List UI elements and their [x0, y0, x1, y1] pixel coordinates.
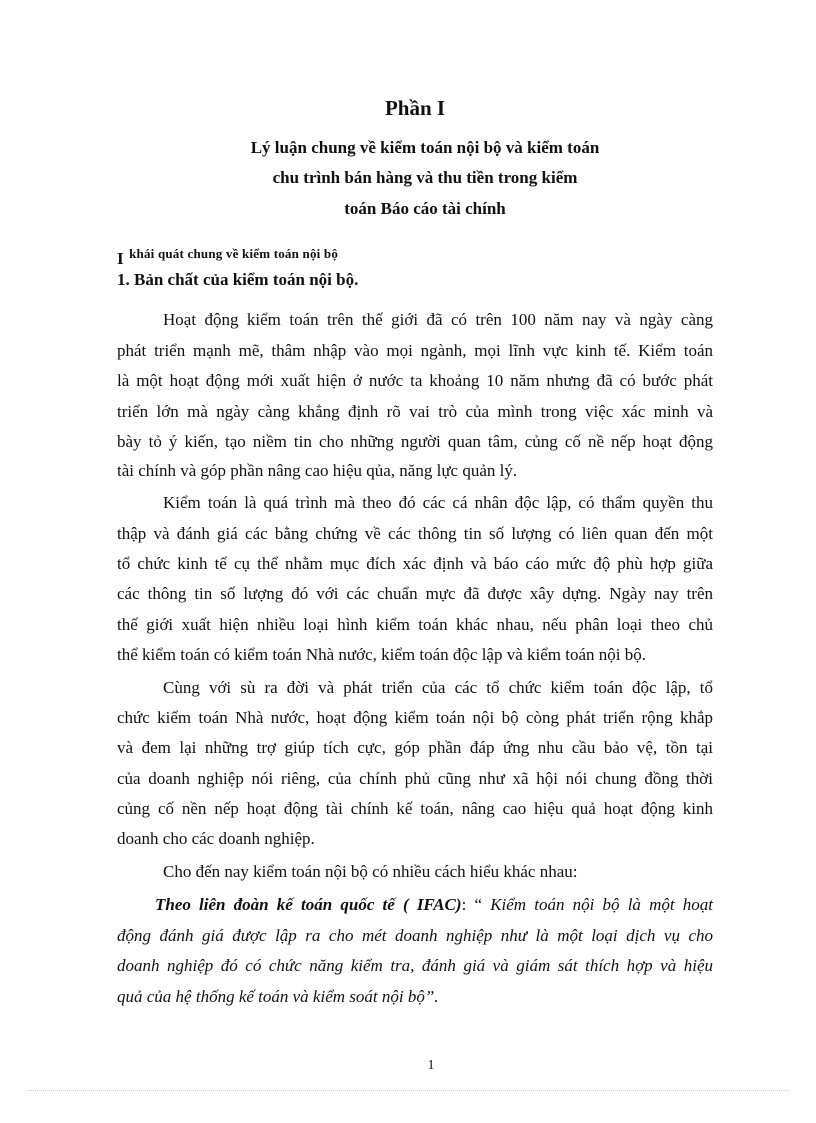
subtitle-line-2: chu trình bán hàng và thu tiền trong kiểm — [272, 168, 578, 187]
paragraph-3-line-6: doanh cho các doanh nghiệp. — [117, 829, 315, 848]
paragraph-2-line-3: tổ chức kinh tế cụ thể nhằm mục đích xác định và báo cáo mức độ phù hợp giữa — [117, 554, 713, 573]
paragraph-1-line-3: là một hoạt động mới xuất hiện ở nước ta khoảng 10 năm nhưng đã có bước phát — [117, 371, 713, 390]
quote-line-4: quả của hệ thống kế toán và kiểm soát nội bộ”. — [117, 987, 439, 1006]
quote-line-2: động đánh giá được lập ra cho mét doanh nghiệp như là một loại dịch vụ cho — [117, 926, 713, 945]
section-heading-roman — [117, 243, 339, 268]
paragraph-4-line-1: Cho đến nay kiểm toán nội bộ có nhiều cách hiểu khác nhau: — [163, 862, 578, 881]
subsection-heading: 1. Bản chất của kiểm toán nội bộ. — [117, 270, 359, 289]
quote-line-3: doanh nghiệp đó có chức năng kiểm tra, đánh giá và giám sát thích hợp và hiệu — [117, 956, 713, 975]
section-roman-title: khái quát chung về kiểm toán nội bộ — [129, 246, 339, 261]
paragraph-2-line-5: thế giới xuất hiện nhiều loại hình kiểm toán khác nhau, nếu phân loại theo chủ — [117, 615, 713, 634]
paragraph-3-line-4: của doanh nghiệp nói riêng, của chính phủ cũng như xã hội nói chung đồng thời — [117, 769, 713, 788]
paragraph-2-line-4: các thông tin số lượng đó với các chuẩn mực đã được xây dựng. Ngày nay trên — [117, 584, 713, 603]
quote-line-1 — [155, 894, 713, 916]
subtitle-line-1: Lý luận chung về kiểm toán nội bộ và kiểm toán — [250, 138, 600, 157]
section-roman-numeral: I — [117, 249, 124, 268]
paragraph-3-line-1: Cùng với sù ra đời và phát triển của các tổ chức kiểm toán độc lập, tổ — [163, 678, 713, 697]
page-number: 1 — [427, 1058, 435, 1073]
paragraph-1-line-5: bày tỏ ý kiến, tạo niềm tin cho những người quan tâm, củng cố nề nếp hoạt động — [117, 432, 713, 451]
paragraph-1-line-6: tài chính và góp phần nâng cao hiệu qủa, năng lực quản lý. — [117, 461, 518, 480]
part-title: Phần I — [384, 96, 446, 120]
paragraph-2-line-1: Kiểm toán là quá trình mà theo đó các cá nhân độc lập, có thẩm quyền thu — [163, 493, 713, 512]
paragraph-2-line-2: thập và đánh giá các bằng chứng về các thông tin số lượng có liên quan đến một — [117, 524, 713, 543]
paragraph-1-line-1: Hoạt động kiểm toán trên thế giới đã có trên 100 năm nay và ngày càng — [163, 310, 713, 329]
paragraph-1-line-2: phát triển mạnh mẽ, thâm nhập vào mọi ngành, mọi lĩnh vực kinh tế. Kiểm toán — [117, 341, 713, 360]
paragraph-3-line-2: chức kiểm toán Nhà nước, hoạt động kiểm toán nội bộ còng phát triển rộng khắp — [117, 708, 713, 727]
quote-separator: : “ — [461, 895, 491, 914]
paragraph-3-line-5: củng cố nền nếp hoạt động tài chính kế toán, nâng cao hiệu quả hoạt động kinh — [117, 799, 713, 818]
quote-first-line-text: Kiểm toán nội bộ là một hoạt — [490, 895, 714, 914]
subtitle-line-3: toán Báo cáo tài chính — [344, 199, 506, 218]
quote-source-label: Theo liên đoàn kế toán quốc tế ( IFAC) — [155, 895, 462, 914]
footer-divider — [28, 1090, 788, 1091]
paragraph-1-line-4: triển lớn mà ngày càng khẳng định rõ vai trò của mình trong việc xác minh và — [117, 402, 713, 421]
paragraph-3-line-3: và đem lại những trợ giúp tích cực, góp phần đáp ứng nhu cầu bảo vệ, tồn tại — [117, 738, 713, 757]
paragraph-2-line-6: thể kiểm toán có kiểm toán Nhà nước, kiểm toán độc lập và kiểm toán nội bộ. — [117, 645, 647, 664]
